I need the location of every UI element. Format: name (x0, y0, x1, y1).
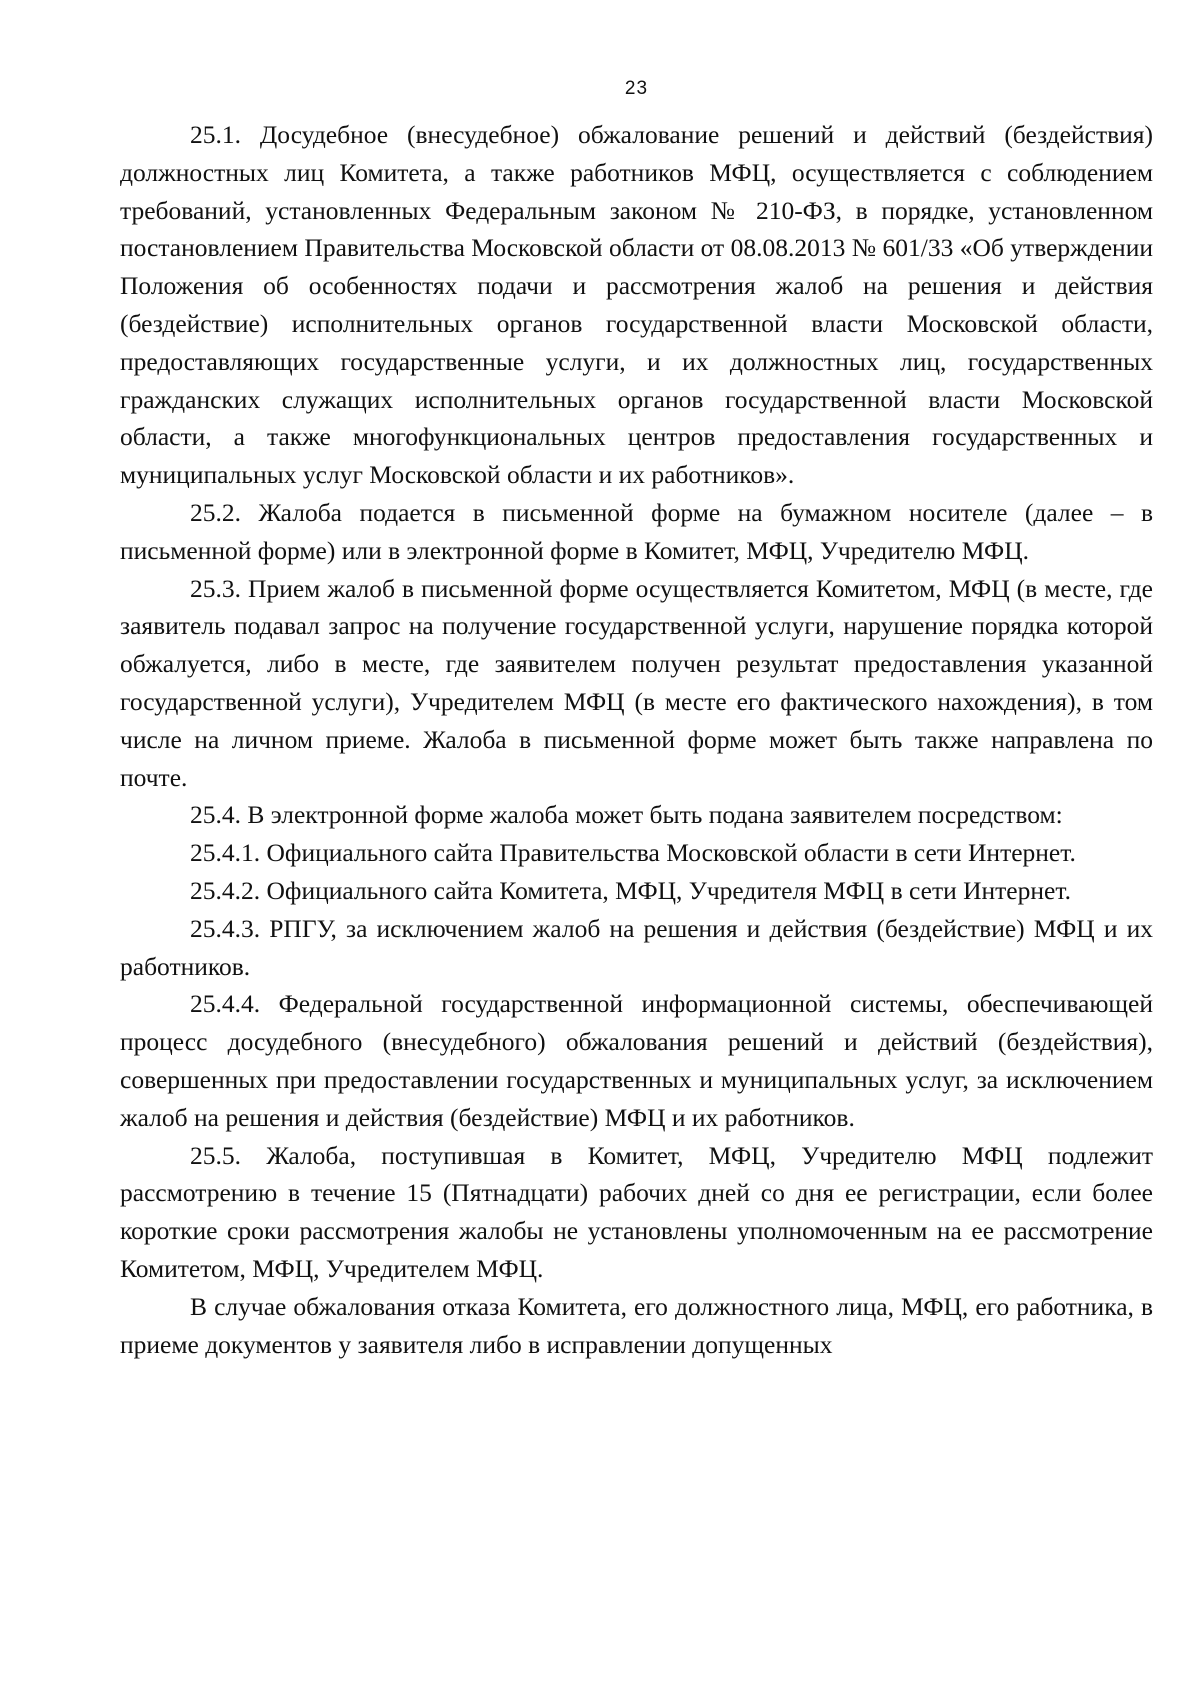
paragraph-25-2: 25.2. Жалоба подается в письменной форме на бумажном носителе (далее – в письменной форме) или в электронной форме в Комитет, МФЦ, Учредителю МФЦ. (120, 497, 1153, 565)
paragraph-25-4-3: 25.4.3. РПГУ, за исключением жалоб на решения и действия (бездействие) МФЦ и их работников. (120, 913, 1153, 981)
paragraph-appeal-refusal: В случае обжалования отказа Комитета, его должностного лица, МФЦ, его работника, в приеме документов у заявителя либо в исправлении допущенных (120, 1291, 1153, 1359)
paragraph-25-5: 25.5. Жалоба, поступившая в Комитет, МФЦ, Учредителю МФЦ подлежит рассмотрению в течение 15 (Пятнадцати) рабочих дней со дня ее регистрации, если более короткие сроки рассмотрения жалобы не установлены уполномоченным на ее рассмотрение Комитетом, МФЦ, Учредителем МФЦ. (120, 1140, 1153, 1283)
paragraph-25-1: 25.1. Досудебное (внесудебное) обжалование решений и действий (бездействия) должностных лиц Комитета, а также работников МФЦ, осуществляется с соблюдением требований, установленных Федеральным законом № 210-ФЗ, в порядке, установленном постановлением Правительства Московской области от 08.08.2013 № 601/33 «Об утверждении Положения об особенностях подачи и рассмотрения жалоб на решения и действия (бездействие) исполнительных органов государственной власти Московской области, предоставляющих государственные услуги, и их должностных лиц, государственных гражданских служащих исполнительных органов государственной власти Московской области, а также многофункциональных центров предоставления государственных и муниципальных услуг Московской области и их работников». (120, 120, 1153, 490)
page-number: 23 (624, 78, 649, 99)
paragraph-25-4: 25.4. В электронной форме жалоба может быть подана заявителем посредством: (190, 800, 1063, 830)
paragraph-25-3: 25.3. Прием жалоб в письменной форме осуществляется Комитетом, МФЦ (в месте, где заявитель подавал запрос на получение государственной услуги, нарушение порядка которой обжалуется, либо в месте, где заявителем получен результат предоставления указанной государственной услуги), Учредителем МФЦ (в месте его фактического нахождения), в том числе на личном приеме. Жалоба в письменной форме может быть также направлена по почте. (120, 573, 1153, 792)
paragraph-25-4-4: 25.4.4. Федеральной государственной информационной системы, обеспечивающей процесс досудебного (внесудебного) обжалования решений и действий (бездействия), совершенных при предоставлении государственных и муниципальных услуг, за исключением жалоб на решения и действия (бездействие) МФЦ и их работников. (120, 989, 1153, 1132)
document-body (120, 116, 1153, 1363)
paragraph-25-4-1: 25.4.1. Официального сайта Правительства Московской области в сети Интернет. (190, 838, 1076, 868)
paragraph-25-4-2: 25.4.2. Официального сайта Комитета, МФЦ, Учредителя МФЦ в сети Интернет. (190, 875, 1071, 905)
